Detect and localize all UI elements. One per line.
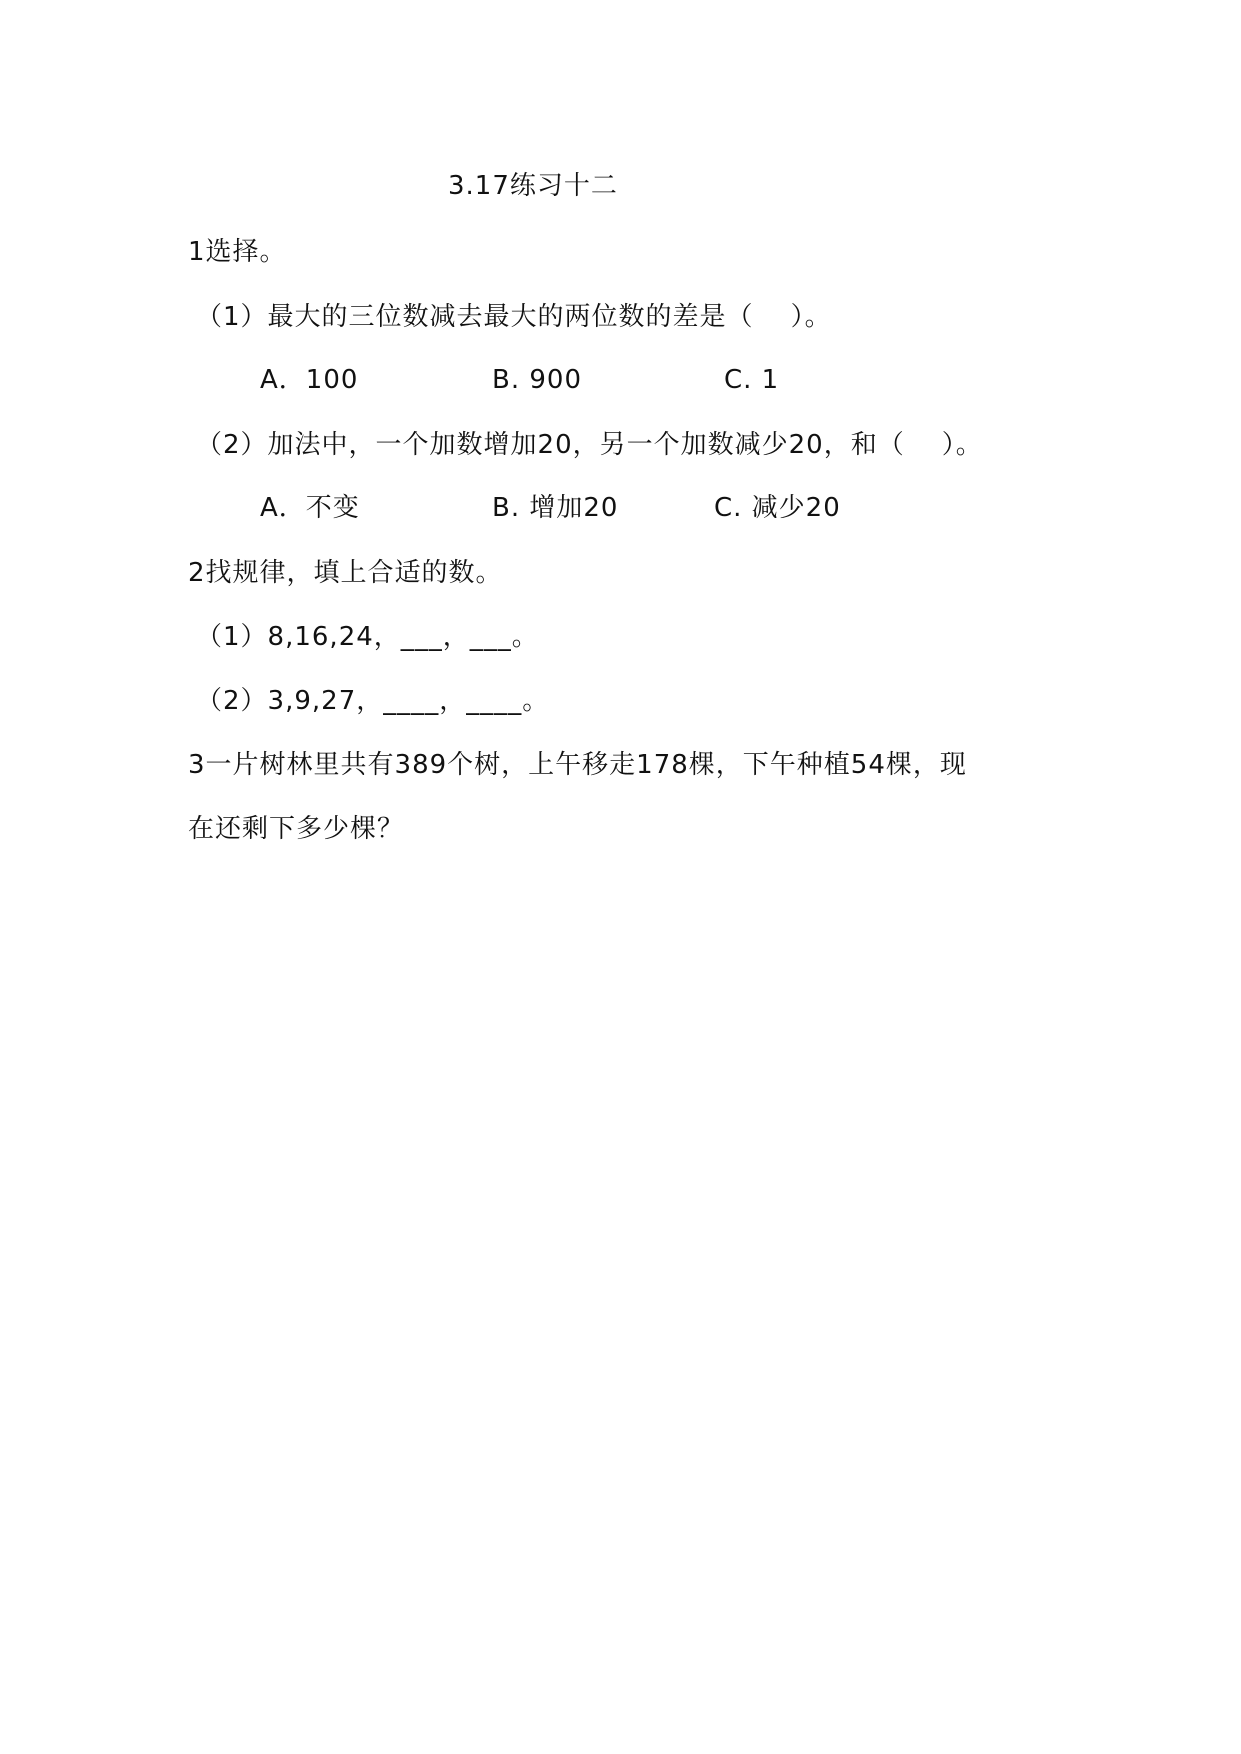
question-1-2-option-a: A．不变 — [260, 493, 360, 523]
question-1-1: （1）最大的三位数减去最大的两位数的差是（ ）。 — [196, 302, 832, 332]
question-1-2-option-b: B. 增加20 — [492, 493, 619, 523]
section-1-heading: 1选择。 — [188, 237, 287, 267]
section-2-heading: 2找规律，填上合适的数。 — [188, 558, 503, 588]
question-1-1-option-a: A．100 — [260, 365, 359, 395]
word-problem-line-1: 3一片树林里共有389个树，上午移走178棵，下午种植54棵，现 — [188, 750, 967, 780]
question-1-1-option-c: C. 1 — [724, 365, 780, 395]
question-1-2-option-c: C. 减少20 — [714, 493, 841, 523]
pattern-question-2: （2）3,9,27，____，____。 — [196, 686, 550, 716]
question-1-2: （2）加法中，一个加数增加20，另一个加数减少20，和（ ）。 — [196, 430, 983, 460]
word-problem-line-2: 在还剩下多少棵？ — [188, 814, 405, 844]
pattern-question-1: （1）8,16,24，___，___。 — [196, 622, 539, 652]
question-1-1-option-b: B. 900 — [492, 365, 582, 395]
page-title: 3.17练习十二 — [448, 171, 618, 201]
